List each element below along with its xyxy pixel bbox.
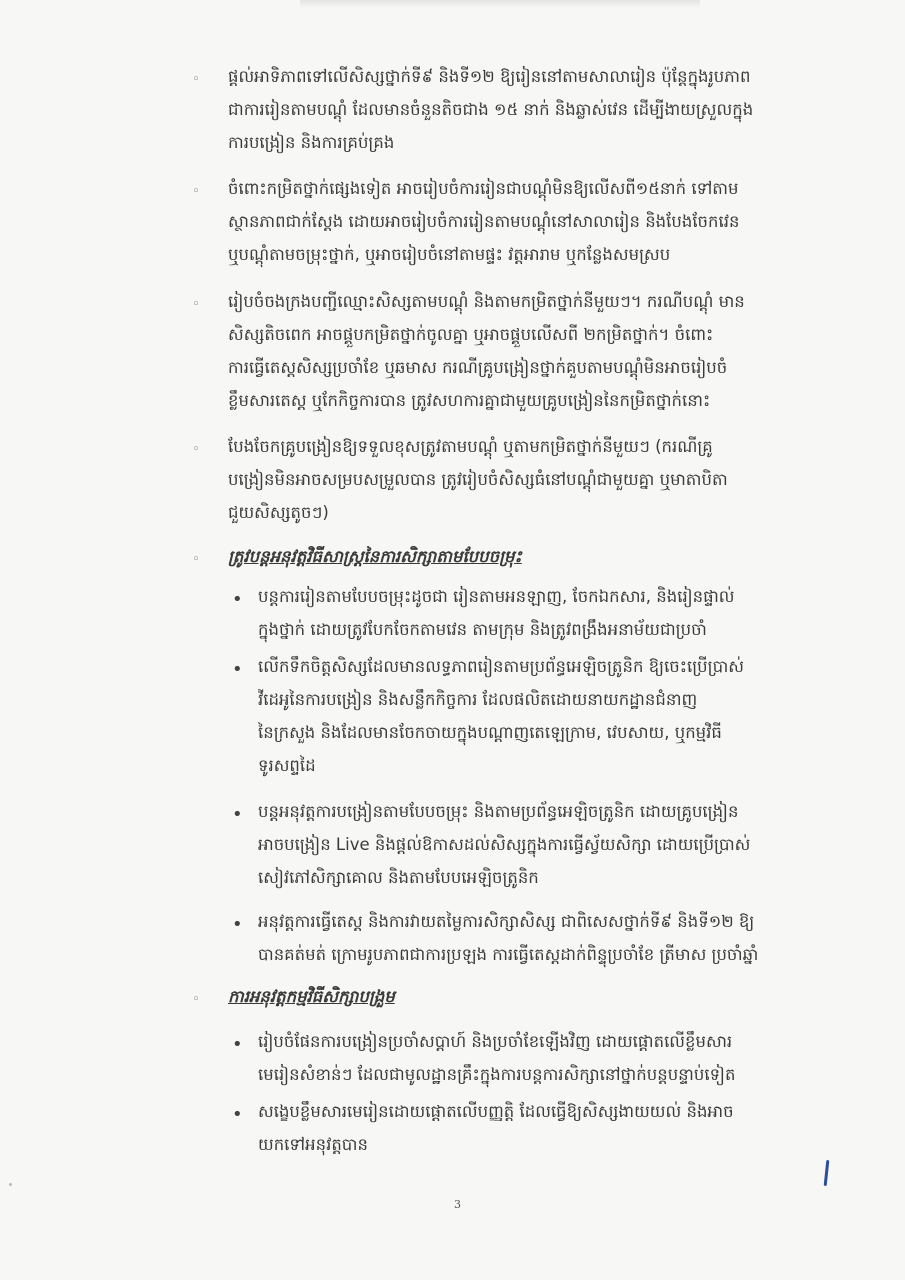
text-line: ឬបណ្តុំតាមចម្រុះថ្នាក់, ឬអាចរៀបចំនៅតាមផ្ទះ វត្តអារាម ឬកន្លែងសមស្រប [228, 245, 671, 264]
section-heading [228, 980, 838, 1013]
bullet-dot-icon: • [232, 1034, 243, 1055]
bullet-circle-icon: ◦ [192, 552, 200, 567]
bullet-dot-icon: • [232, 1104, 243, 1125]
list-item [228, 430, 838, 529]
text-line: បង្រៀនមិនអាចសម្របសម្រួលបាន ត្រូវរៀបចំសិស្សធំនៅបណ្តុំជាមួយគ្នា ឬមាតាបិតា [228, 470, 728, 489]
bullet-circle-icon: ◦ [192, 992, 200, 1007]
bullet-dot-icon: • [232, 659, 243, 680]
text-line: សៀវភៅសិក្សាគោល និងតាមបែបអេឡិចត្រូនិក [258, 868, 539, 887]
text-line: បន្តការរៀនតាមបែបចម្រុះដូចជា រៀនតាមអនឡាញ, ចែកឯកសារ, និងរៀនផ្ទាល់ [258, 587, 735, 606]
text-line: រៀបចំចងក្រងបញ្ជីឈ្មោះសិស្សតាមបណ្តុំ និងតាមកម្រិតថ្នាក់នីមួយៗ។ ករណីបណ្តុំ មាន [228, 292, 745, 311]
pen-mark [824, 1160, 830, 1186]
text-line: ស្ថានភាពជាក់ស្តែង ដោយអាចរៀបចំការរៀនតាមបណ្តុំនៅសាលារៀន និងបែងចែកវេន [228, 212, 740, 231]
list-item [228, 172, 838, 271]
text-line: រៀបចំផែនការបង្រៀនប្រចាំសប្តាហ៍ និងប្រចាំខែឡើងវិញ ដោយផ្តោតលើខ្លឹមសារ [258, 1032, 733, 1051]
text-line: វីដេអូនៃការបង្រៀន និងសន្លឹកកិច្ចការ ដែលផលិតដោយនាយកដ្ឋានជំនាញ [258, 690, 698, 709]
text-line: ខ្លឹមសារតេស្ត ឬកែកិច្ចការបាន ត្រូវសហការគ្នាជាមួយគ្រូបង្រៀននៃកម្រិតថ្នាក់នោះ [228, 391, 711, 410]
list-item [258, 1025, 858, 1091]
text-line: ការធ្វើតេស្តសិស្សប្រចាំខែ ឬឆមាស ករណីគ្រូបង្រៀនថ្នាក់គួបតាមបណ្តុំមិនអាចរៀបចំ [228, 358, 728, 377]
text-line: លើកទឹកចិត្តសិស្សដែលមានលទ្ធភាពរៀនតាមប្រព័ន្ធអេឡិចត្រូនិក ឱ្យចេះប្រើប្រាស់ [258, 657, 744, 676]
text-line: ផ្តល់អាទិភាពទៅលើសិស្សថ្នាក់ទី៩ និងទី១២ ឱ្យរៀននៅតាមសាលារៀន ប៉ុន្តែក្នុងរូបភាព [228, 67, 751, 86]
page-number: 3 [454, 1198, 461, 1211]
list-item [258, 650, 858, 782]
text-line: សិស្សតិចពេក អាចផ្គួបកម្រិតថ្នាក់ចូលគ្នា ឬអាចផ្គួបលើសពី ២កម្រិតថ្នាក់។ ចំពោះ [228, 325, 714, 344]
section-heading [228, 540, 838, 573]
bullet-circle-icon: ◦ [192, 184, 200, 199]
text-line: បន្តអនុវត្តការបង្រៀនតាមបែបចម្រុះ និងតាមប្រព័ន្ធអេឡិចត្រូនិក ដោយគ្រូបង្រៀន [258, 802, 739, 821]
list-item [258, 580, 858, 646]
bullet-dot-icon: • [232, 589, 243, 610]
text-line: ការអនុវត្តកម្មវិធីសិក្សាបង្រួម [228, 987, 395, 1006]
list-item [258, 905, 858, 971]
bullet-dot-icon: • [232, 804, 243, 825]
list-item [258, 795, 858, 894]
text-line: យកទៅអនុវត្តបាន [258, 1135, 368, 1154]
text-line: អនុវត្តការធ្វើតេស្ត និងការវាយតម្លៃការសិក្សាសិស្ស ជាពិសេសថ្នាក់ទី៩ និងទី១២ ឱ្យ [258, 912, 755, 931]
text-line: មេរៀនសំខាន់ៗ ដែលជាមូលដ្ឋានគ្រឹះក្នុងការបន្តការសិក្សានៅថ្នាក់បន្តបន្ទាប់ទៀត [258, 1065, 736, 1084]
text-line: ការបង្រៀន និងការគ្រប់គ្រង [228, 133, 395, 152]
text-line: ជួយសិស្សតូចៗ) [228, 503, 329, 522]
text-line: ទូរសព្ទដៃ [258, 756, 316, 775]
text-line: អាចបង្រៀន Live និងផ្តល់ឱកាសដល់សិស្សក្នុងការធ្វើស្វ័យសិក្សា ដោយប្រើប្រាស់ [258, 835, 751, 854]
scan-speck [9, 1183, 12, 1186]
text-line: ក្នុងថ្នាក់ ដោយត្រូវបែកចែកតាមវេន តាមក្រុម និងត្រូវពង្រឹងអនាម័យជាប្រចាំ [258, 620, 707, 639]
text-line: នៃក្រសួង និងដែលមានចែកចាយក្នុងបណ្តាញតេឡេក្រាម, វេបសាយ, ឬកម្មវិធី [258, 723, 722, 742]
bullet-circle-icon: ◦ [192, 442, 200, 457]
text-line: បានគត់មត់ ក្រោមរូបភាពជាការប្រឡង ការធ្វើតេស្តដាក់ពិន្ទុប្រចាំខែ ត្រីមាស ប្រចាំឆ្នាំ [258, 945, 759, 964]
bullet-dot-icon: • [232, 914, 243, 935]
text-line: ចំពោះកម្រិតថ្នាក់ផ្សេងទៀត អាចរៀបចំការរៀនជាបណ្តុំមិនឱ្យលើសពី១៥នាក់ ទៅតាម [228, 179, 739, 198]
list-item [228, 60, 838, 159]
text-line: សង្ខេបខ្លឹមសារមេរៀនដោយផ្តោតលើបញ្ញត្តិ ដែលធ្វើឱ្យសិស្សងាយយល់ និងអាច [258, 1102, 734, 1121]
text-line: ត្រូវបន្តអនុវត្តវិធីសាស្ត្រនៃការសិក្សាតាមបែបចម្រុះ [228, 547, 522, 566]
bullet-circle-icon: ◦ [192, 72, 200, 87]
list-item [258, 1095, 858, 1161]
text-line: បែងចែកគ្រូបង្រៀនឱ្យទទួលខុសត្រូវតាមបណ្តុំ ឬតាមកម្រិតថ្នាក់នីមួយៗ (ករណីគ្រូ [228, 437, 713, 456]
scan-shadow [300, 0, 700, 8]
bullet-circle-icon: ◦ [192, 297, 200, 312]
text-line: ជាការរៀនតាមបណ្តុំ ដែលមានចំនួនតិចជាង ១៥ នាក់ និងឆ្លាស់វេន ដើម្បីងាយស្រួលក្នុង [228, 100, 754, 119]
list-item [228, 285, 838, 417]
